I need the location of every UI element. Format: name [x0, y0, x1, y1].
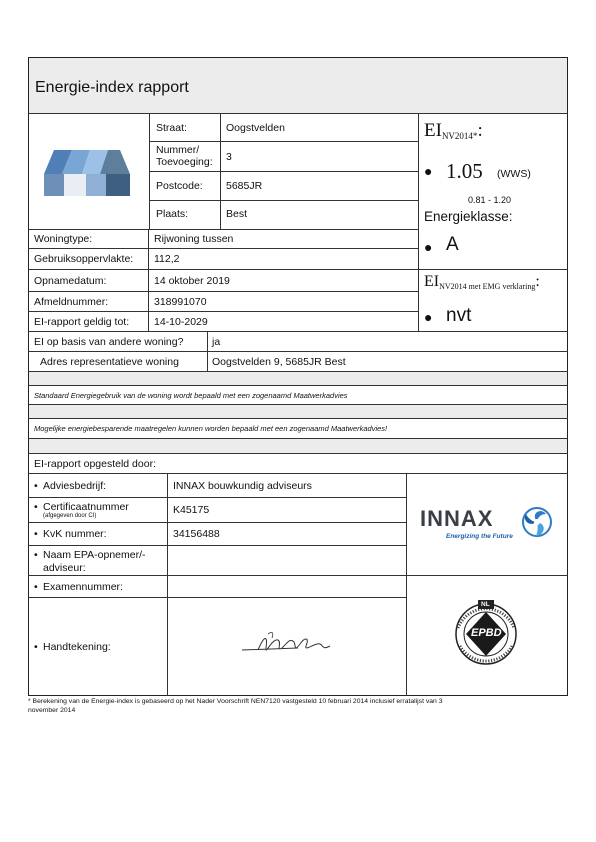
- innax-logo: [420, 506, 560, 546]
- ei-emg-heading: EINV2014 met EMG verklaring:: [424, 273, 540, 291]
- energieklasse-value: A: [446, 234, 459, 255]
- woningtype-value: Rijwoning tussen: [154, 233, 234, 245]
- footnote-line2: november 2014: [28, 707, 76, 714]
- naam-bullet: •: [34, 549, 38, 561]
- ei-unit: (WWS): [497, 168, 531, 180]
- plaats-label: Plaats:: [156, 208, 189, 220]
- kvk-label: KvK nummer:: [43, 528, 107, 540]
- gebruik-label: Gebruiksoppervlakte:: [34, 253, 134, 265]
- innax-wordmark: INNAX: [420, 506, 494, 531]
- opname-label: Opnamedatum:: [34, 275, 107, 287]
- advies-value: INNAX bouwkundig adviseurs: [173, 480, 312, 492]
- cert-sublabel: (afgegeven door CI): [43, 513, 97, 519]
- ei-value: 1.05: [446, 159, 483, 183]
- woningtype-label: Woningtype:: [34, 233, 93, 245]
- gebruik-value: 112,2: [154, 253, 180, 265]
- emg-bullet: ●: [424, 309, 433, 325]
- afmeld-value: 318991070: [154, 296, 207, 308]
- separator-band: [29, 439, 567, 453]
- plaats-value: Best: [226, 208, 248, 220]
- separator-band: [29, 405, 567, 418]
- standaard-note: Standaard Energiegebruik van de woning wordt bepaald met een zogenaamd Maatwerkadvies: [34, 391, 348, 400]
- examen-label: Examennummer:: [43, 581, 123, 593]
- handtekening-bullet: •: [34, 641, 38, 653]
- cert-bullet: •: [34, 501, 38, 513]
- straat-label: Straat:: [156, 122, 187, 134]
- cert-value: K45175: [173, 504, 210, 516]
- naam-label-2: adviseur:: [43, 562, 86, 574]
- cert-label: Certificaatnummer: [43, 501, 129, 513]
- naam-label: Naam EPA-opnemer/-: [43, 549, 146, 561]
- emg-value: nvt: [446, 305, 472, 326]
- nummer-value: 3: [226, 151, 232, 163]
- straat-value: Oogstvelden: [226, 122, 285, 134]
- ei-bullet: ●: [424, 163, 433, 179]
- examen-bullet: •: [34, 581, 38, 593]
- epbd-wordmark: EPBD: [471, 627, 502, 639]
- ei-range: 0.81 - 1.20: [468, 195, 512, 205]
- separator-band: [29, 372, 567, 385]
- epbd-nl-label: NL: [481, 601, 490, 608]
- opgesteld-title: EI-rapport opgesteld door:: [34, 458, 156, 470]
- house-icon: [42, 142, 134, 198]
- handtekening-label: Handtekening:: [43, 641, 111, 653]
- nummer-label: Nummer/: [156, 144, 200, 156]
- signature-image: [238, 628, 338, 664]
- advies-label: Adviesbedrijf:: [43, 480, 107, 492]
- basis-question: EI op basis van andere woning?: [34, 336, 184, 348]
- footnote-line1: * Berekening van de Energie-index is gebaseerd op het Nader Voorschrift NEN7120 vastgesteld 10 februari 2014 inclusief erratalijst van 3: [28, 698, 443, 705]
- kvk-value: 34156488: [173, 528, 220, 540]
- opname-value: 14 oktober 2019: [154, 275, 230, 287]
- energieklasse-label: Energieklasse:: [424, 209, 513, 224]
- advies-bullet: •: [34, 480, 38, 492]
- geldig-label: EI-rapport geldig tot:: [34, 316, 130, 328]
- klasse-bullet: ●: [424, 239, 433, 255]
- page-title: Energie-index rapport: [35, 79, 189, 96]
- afmeld-label: Afmeldnummer:: [34, 296, 109, 308]
- postcode-value: 5685JR: [226, 180, 263, 192]
- geldig-value: 14-10-2029: [154, 316, 208, 328]
- ei-heading: EINV2014*:: [424, 120, 483, 141]
- adres-value: Oogstvelden 9, 5685JR Best: [212, 356, 346, 368]
- innax-swirl-icon: [520, 506, 554, 538]
- kvk-bullet: •: [34, 528, 38, 540]
- epbd-ring-text: ENERGY PERFORMANCE OF BUILDINGS DIRECTIVE: [453, 673, 567, 678]
- adres-label: Adres representatieve woning: [40, 356, 179, 368]
- basis-answer: ja: [212, 336, 221, 348]
- nummer-label-2: Toevoeging:: [156, 156, 213, 168]
- maatregelen-note: Mogelijke energiebesparende maatregelen kunnen worden bepaald met een zogenaamd Maatwerkadvies!: [34, 424, 388, 433]
- postcode-label: Postcode:: [156, 180, 203, 192]
- innax-tagline: Energizing the Future: [446, 533, 513, 540]
